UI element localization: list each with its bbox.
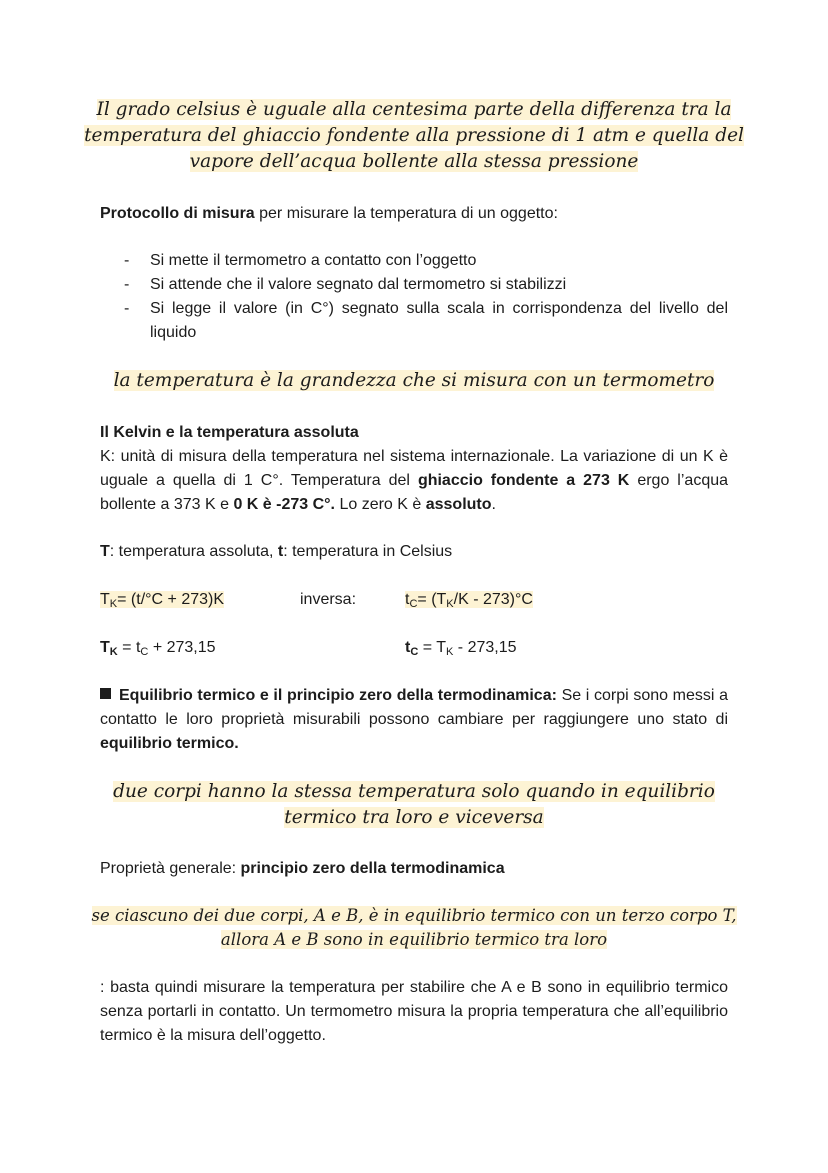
zero-principle-quote: [80, 904, 748, 952]
list-item: - Si legge il valore (in C°) segnato sulla scala in corrispondenza del livello del liquido: [100, 297, 728, 345]
general-property-line: Proprietà generale: principio zero della termodinamica: [100, 860, 505, 877]
formula-kelvin-from-celsius: $T_K= (t/^\circ C + 273)K$: [100, 591, 225, 610]
conclusion-paragraph: : basta quindi misurare la temperatura per stabilire che A e B sono in equilibrio termico senza portarli in contatto. Un termometro misura la propria temperatura che all’equilibrio termico è la misura dell’oggetto.: [100, 979, 728, 1044]
celsius-definition-quote: [80, 97, 748, 175]
kelvin-section: [100, 421, 728, 517]
list-item: - Si attende che il valore segnato dal termometro si stabilizzi: [100, 273, 728, 297]
temperature-definition-text: la temperatura è la grandezza che si misura con un termometro: [113, 370, 715, 391]
bullet-dash: -: [124, 300, 130, 317]
protocol-intro: [100, 202, 728, 226]
symbols-line: T: temperatura assoluta, t: temperatura in Celsius: [100, 543, 453, 560]
equilibrium-section: Equilibrio termico e il principio zero della termodinamica: Se i corpi sono messi a contatto le loro proprietà misurabili possono cambiare per raggiungere uno stato di equilibrio termico.: [100, 687, 728, 752]
inverse-label: inversa:: [300, 591, 357, 608]
equilibrium-definition-text: due corpi hanno la stessa temperatura solo quando in equilibrio termico tra loro e viceversa: [113, 781, 715, 828]
formula-kelvin-precise: $T_K = t_C + 273,15$: [100, 639, 216, 658]
protocol-list: [100, 249, 728, 345]
equilibrium-definition-quote: [80, 779, 748, 831]
square-bullet-icon: [100, 688, 111, 699]
temperature-definition-quote: [80, 368, 748, 394]
protocol-intro-text: per misurare la temperatura di un oggetto:: [254, 205, 558, 222]
formula-celsius-precise: $t_C = T_K - 273,15$: [405, 639, 517, 658]
bullet-dash: -: [124, 252, 130, 269]
kelvin-paragraph: K: unità di misura della temperatura nel sistema internazionale. La variazione di un K è uguale a quella di 1 C°. Temperatura del ghiaccio fondente a 273 K ergo l’acqua bollente a 373 K e 0 K è -273 C°. Lo zero K è assoluto.: [100, 448, 729, 513]
zero-principle-text: se ciascuno dei due corpi, A e B, è in equilibrio termico con un terzo corpo T, allora A e B sono in equilibrio termico tra loro: [91, 906, 737, 949]
list-item: - Si mette il termometro a contatto con l’oggetto: [100, 249, 728, 273]
protocol-heading: Protocollo di misura: [100, 205, 255, 222]
bullet-dash: -: [124, 276, 130, 293]
formula-celsius-from-kelvin: $t_C= (T_K/K - 273)^\circ C$: [405, 591, 533, 610]
celsius-definition-text: Il grado celsius è uguale alla centesima parte della differenza tra la temperatura del ghiaccio fondente alla pressione di 1 atm e quella del vapore dell’acqua bollente alla stessa pressione: [84, 99, 744, 172]
kelvin-heading: Il Kelvin e la temperatura assoluta: [100, 424, 359, 441]
